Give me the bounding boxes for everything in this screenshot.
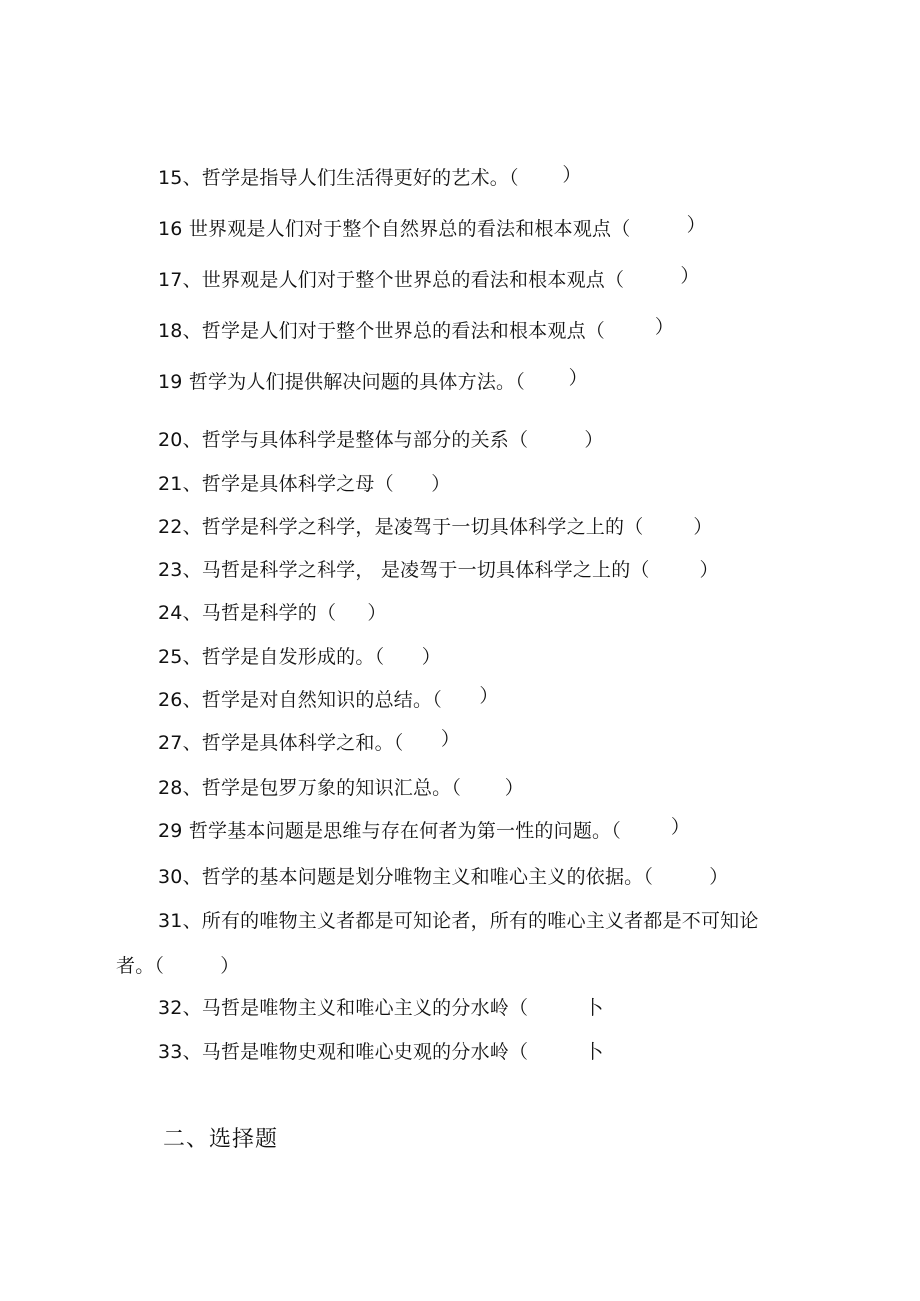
answer-close-mark: 卜: [584, 997, 604, 1019]
question-text: 、所有的唯物主义者都是可知论者，所有的唯心主义者都是不可知论: [182, 910, 759, 932]
question-17: [158, 265, 700, 292]
question-text: 、哲学与具体科学是整体与部分的关系: [182, 429, 509, 451]
question-number: 25: [158, 646, 183, 668]
answer-close-paren: ）: [584, 429, 604, 451]
answer-close-paren: ）: [680, 265, 700, 287]
question-text: 者。: [116, 955, 155, 977]
answer-close-paren: ）: [699, 559, 719, 581]
answer-close-mark: 卜: [584, 1041, 604, 1063]
question-text: 、世界观是人们对于整个世界总的看法和根本观点: [182, 269, 605, 291]
question-number: 31: [158, 910, 183, 932]
question-text: 、哲学是自发形成的。: [182, 646, 375, 668]
question-text: 、马哲是唯物史观和唯心史观的分水岭: [182, 1041, 509, 1063]
question-number: 28: [158, 777, 183, 799]
question-number: 29: [158, 820, 183, 842]
question-19: [158, 367, 588, 394]
question-text: 、马哲是唯物主义和唯心主义的分水岭: [182, 997, 509, 1019]
question-number: 20: [158, 429, 183, 451]
question-text: 、马哲是科学之科学， 是凌驾于一切具体科学之上的: [182, 559, 631, 581]
question-25: [158, 645, 441, 669]
answer-open-paren: （: [374, 473, 394, 495]
answer-open-paren: （: [508, 429, 529, 451]
question-22: [158, 515, 713, 539]
answer-open-paren: （: [508, 997, 529, 1019]
question-number: 21: [158, 473, 183, 495]
answer-open-paren: （: [451, 777, 462, 799]
question-30: [158, 865, 728, 889]
question-26: [158, 685, 499, 712]
answer-close-paren: ）: [693, 516, 713, 538]
question-number: 24: [158, 602, 183, 624]
question-16: [158, 214, 706, 241]
question-text: 、哲学的基本问题是划分唯物主义和唯心主义的依据。: [182, 866, 644, 888]
answer-open-paren: （: [432, 689, 442, 711]
question-29: [158, 816, 691, 843]
question-number: 17: [158, 269, 183, 291]
question-number: 27: [158, 732, 183, 754]
answer-blank: [605, 320, 655, 342]
answer-blank: [384, 646, 421, 668]
answer-open-paren: （: [508, 167, 519, 189]
question-18: [158, 316, 675, 343]
question-text: 、哲学是指导人们生活得更好的艺术。: [182, 167, 509, 189]
question-text: 世界观是人们对于整个自然界总的看法和根本观点: [182, 218, 612, 240]
answer-open-paren: （: [611, 820, 621, 842]
question-text: 、哲学是对自然知识的总结。: [182, 689, 433, 711]
question-text: 哲学基本问题是思维与存在何者为第一性的问题。: [182, 820, 612, 842]
answer-open-paren: （: [604, 269, 625, 291]
answer-blank: [624, 269, 680, 291]
answer-blank: [528, 429, 584, 451]
answer-blank: [461, 777, 505, 799]
question-number: 33: [158, 1041, 183, 1063]
answer-blank: [525, 371, 569, 393]
answer-close-paren: ）: [670, 816, 691, 838]
answer-close-paren: ）: [654, 316, 675, 338]
question-20: [158, 428, 604, 452]
answer-close-paren: ）: [367, 602, 387, 624]
answer-blank: [394, 473, 431, 495]
answer-blank: [630, 218, 686, 240]
question-31: [158, 909, 759, 933]
answer-open-paren: （: [611, 218, 631, 240]
question-21: [158, 472, 450, 496]
answer-open-paren: （: [393, 732, 404, 754]
question-27: [158, 728, 461, 755]
section-title: 二、选择题: [163, 1127, 279, 1152]
question-number: 23: [158, 559, 183, 581]
answer-close-paren: ）: [562, 164, 582, 186]
answer-blank: [528, 997, 584, 1019]
answer-blank: [442, 689, 479, 711]
answer-open-paren: （: [515, 371, 525, 393]
question-text: 、哲学是包罗万象的知识汇总。: [182, 777, 452, 799]
answer-blank: [336, 602, 367, 624]
answer-close-paren: ）: [568, 367, 588, 389]
answer-blank: [164, 955, 220, 977]
answer-blank: [650, 559, 700, 581]
question-number: 15: [158, 167, 183, 189]
answer-open-paren: （: [630, 559, 650, 581]
answer-open-paren: （: [316, 602, 337, 624]
question-28: [158, 776, 524, 800]
answer-blank: [643, 516, 693, 538]
question-number: 18: [158, 320, 183, 342]
answer-close-paren: ）: [479, 685, 499, 707]
question-text: 、哲学是科学之科学，是凌驾于一切具体科学之上的: [182, 516, 625, 538]
question-32: [158, 996, 604, 1020]
question-number: 19: [158, 371, 183, 393]
question-23: [158, 558, 719, 582]
question-15: [158, 166, 582, 190]
question-number: 30: [158, 866, 183, 888]
answer-close-paren: ）: [504, 777, 524, 799]
answer-close-paren: ）: [686, 214, 706, 236]
answer-close-paren: ）: [709, 866, 729, 888]
answer-blank: [403, 732, 440, 754]
answer-close-paren: ）: [440, 728, 461, 750]
answer-open-paren: （: [508, 1041, 529, 1063]
question-text: 哲学为人们提供解决问题的具体方法。: [182, 371, 516, 393]
answer-open-paren: （: [643, 866, 654, 888]
question-number: 26: [158, 689, 183, 711]
question-text: 、马哲是科学的: [182, 602, 317, 624]
question-text: 、哲学是人们对于整个世界总的看法和根本观点: [182, 320, 586, 342]
answer-blank: [621, 820, 671, 842]
answer-blank: [519, 167, 563, 189]
answer-close-paren: ）: [220, 955, 240, 977]
answer-blank: [653, 866, 709, 888]
question-text: 、哲学是具体科学之和。: [182, 732, 394, 754]
answer-open-paren: （: [585, 320, 605, 342]
question-31-continuation: [116, 954, 239, 978]
answer-open-paren: （: [624, 516, 644, 538]
answer-open-paren: （: [374, 646, 385, 668]
question-33: [158, 1040, 604, 1064]
question-24: [158, 601, 387, 625]
answer-blank: [528, 1041, 584, 1063]
question-number: 16: [158, 218, 183, 240]
answer-close-paren: ）: [431, 473, 451, 495]
answer-open-paren: （: [154, 955, 165, 977]
question-text: 、哲学是具体科学之母: [182, 473, 375, 495]
question-number: 32: [158, 997, 183, 1019]
answer-close-paren: ）: [421, 646, 441, 668]
question-number: 22: [158, 516, 183, 538]
